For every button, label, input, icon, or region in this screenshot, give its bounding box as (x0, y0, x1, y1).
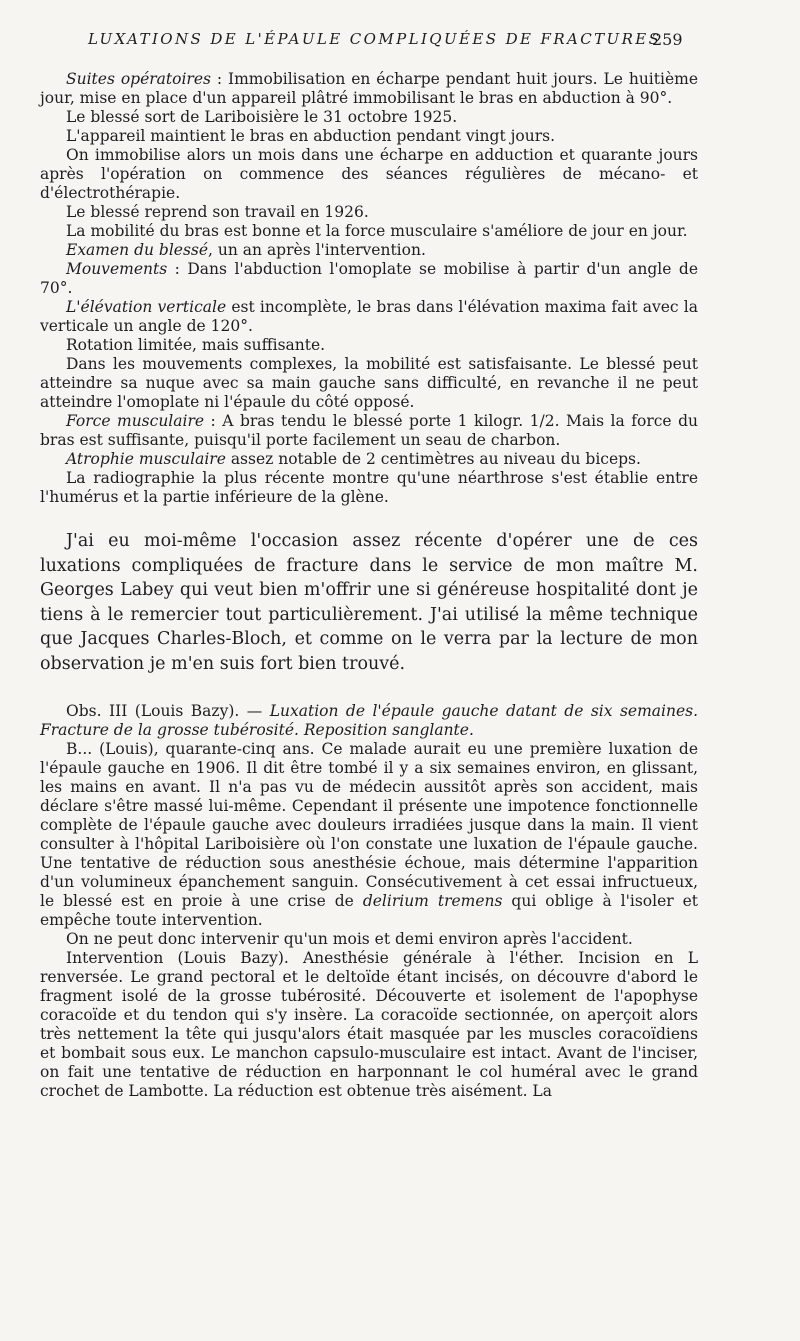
paragraph: L'appareil maintient le bras en abduction pendant vingt jours. (66, 127, 556, 145)
observation-heading (40, 702, 698, 740)
paragraph-text: , un an après l'intervention. (208, 241, 426, 259)
body-text (40, 70, 698, 1101)
paragraph: La mobilité du bras est bonne et la force musculaire s'améliore de jour en jour. (66, 222, 688, 240)
paragraph-text: assez notable de 2 centimètres au niveau du biceps. (225, 450, 641, 468)
paragraph-text: est incomplète, le bras dans l'élévation maxima fait avec la verticale un angle de 120°. (40, 298, 698, 335)
paragraph-term: delirium tremens (362, 892, 503, 910)
paragraph-commentary: J'ai eu moi-même l'occasion assez récente d'opérer une de ces luxations compliquées de fracture dans le service de mon maître M. Georges Labey qui veut bien m'offrir une si généreuse hospitalité dont je tiens à le remercier tout particulièrement. J'ai utilisé la même technique que Jacques Charles-Bloch, et comme on le verra par la lecture de mon observation je m'en suis fort bien trouvé. (40, 531, 698, 674)
paragraph-lead: Atrophie musculaire (66, 450, 226, 468)
paragraph-text: : Dans l'abduction l'omoplate se mobilise à partir d'un angle de 70°. (40, 260, 698, 297)
paragraph-lead: Force musculaire (66, 412, 205, 430)
paragraph-examen (40, 241, 698, 260)
paragraph: La radiographie la plus récente montre qu'une néarthrose s'est établie entre l'humérus et la partie inférieure de la glène. (40, 469, 698, 506)
paragraph-text: qui oblige à l'isoler et empêche toute intervention. (40, 892, 699, 929)
running-header (0, 30, 800, 54)
paragraph: Rotation limitée, mais suffisante. (66, 336, 326, 354)
page-number: 259 (652, 30, 683, 49)
paragraph-lead: Suites opératoires (66, 70, 211, 88)
paragraph-lead: Examen du blessé (66, 241, 209, 259)
paragraph: Le blessé reprend son travail en 1926. (66, 203, 369, 221)
paragraph-text: B... (Louis), quarante-cinq ans. Ce malade aurait eu une première luxation de l'épaule gauche en 1906. Il dit être tombé il y a six semaines environ, en glissant, les mains en avant. Il n'a pas vu de médecin aussitôt après son accident, mais déclare s'être massé lui-même. Cependant il présente une impotence fonctionnelle complète de l'épaule gauche avec douleurs irradiées jusque dans la main. Il vient consulter à l'hôpital Lariboisière où l'on constate une luxation de l'épaule gauche. Une tentative de réduction sous anesthésie échoue, mais détermine l'apparition d'un volumineux épanchement sanguin. Consécutivement à cet essai infructueux, le blessé est en proie à une crise de (40, 740, 698, 910)
paragraph-text: : Immobilisation en écharpe pendant huit jours. Le huitième jour, mise en place d'un appareil plâtré immobilisant le bras en abduction à 90°. (40, 70, 698, 107)
paragraph-intervention: Intervention (Louis Bazy). Anesthésie générale à l'éther. Incision en L renversée. Le grand pectoral et le deltoïde étant incisés, on découvre d'abord le fragment isolé de la grosse tubérosité. Découverte et isolement de l'apophyse coracoïde et du tendon qui s'y insère. La coracoïde sectionnée, on aperçoit alors très nettement la tête qui jusqu'alors était masquée par les muscles coracoïdiens et bombait sous eux. Le manchon capsulo-musculaire est intact. Avant de l'inciser, on fait une tentative de réduction en harponnant le col huméral avec le grand crochet de Lambotte. La réduction est obtenue très aisément. La (40, 949, 698, 1100)
paragraph-suites-operatoires (40, 70, 698, 108)
paragraph-case (40, 740, 698, 930)
observation-label: Obs. III (Louis Bazy). — (66, 702, 270, 720)
paragraph-elevation (40, 298, 698, 336)
paragraph-text: : A bras tendu le blessé porte 1 kilogr. 1/2. Mais la force du bras est suffisante, puisqu'il porte facilement un seau de charbon. (40, 412, 698, 449)
observation-title: Luxation de l'épaule gauche datant de six semaines. Fracture de la grosse tubérosité. Reposition sanglante. (40, 702, 698, 739)
paragraph-lead: Mouvements (66, 260, 168, 278)
paragraph-mouvements (40, 260, 698, 298)
paragraph: Le blessé sort de Lariboisière le 31 octobre 1925. (66, 108, 458, 126)
paragraph: Dans les mouvements complexes, la mobilité est satisfaisante. Le blessé peut atteindre sa nuque avec sa main gauche sans difficulté, en revanche il ne peut atteindre l'omoplate ni l'épaule du côté opposé. (40, 355, 698, 411)
paragraph: On immobilise alors un mois dans une écharpe en adduction et quarante jours après l'opération on commence des séances régulières de mécano- et d'électrothérapie. (40, 146, 698, 202)
running-title: LUXATIONS DE L'ÉPAULE COMPLIQUÉES DE FRACTURES (88, 30, 662, 48)
paragraph-force (40, 412, 698, 450)
paragraph-lead: L'élévation verticale (66, 298, 227, 316)
paragraph-atrophie (40, 450, 698, 469)
paragraph: On ne peut donc intervenir qu'un mois et demi environ après l'accident. (66, 930, 633, 948)
